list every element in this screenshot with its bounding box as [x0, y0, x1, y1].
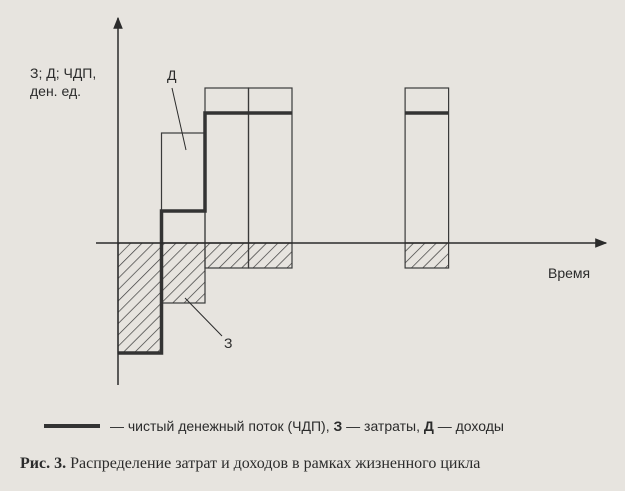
- legend-prefix: — чистый денежный поток (ЧДП),: [110, 418, 334, 434]
- costs-annotation: З: [224, 335, 233, 351]
- caption-label: Рис. 3.: [20, 455, 67, 472]
- legend: [44, 418, 504, 434]
- cost-bar-4: [249, 243, 293, 268]
- legend-text: [110, 418, 504, 434]
- bars-group: [118, 88, 449, 353]
- cost-bar-2: [162, 243, 206, 303]
- x-axis-label: Время: [548, 265, 591, 281]
- legend-income-text: — доходы: [433, 418, 504, 434]
- cost-bar-5: [405, 243, 449, 268]
- legend-key-income: Д: [423, 418, 434, 434]
- npv-line-group: [118, 113, 449, 353]
- cost-bar-1: [118, 243, 162, 353]
- cost-bar-3: [205, 243, 249, 268]
- costs-leader-line: [185, 298, 222, 336]
- income-bar-2: [162, 133, 206, 243]
- npv-legend-swatch: [44, 424, 100, 428]
- caption-text: Распределение затрат и доходов в рамках жизненного цикла: [66, 455, 481, 472]
- y-axis-label-line2: ден. ед.: [30, 83, 82, 99]
- income-leader-line: [172, 88, 186, 150]
- y-axis-label-line1: З; Д; ЧДП,: [30, 65, 97, 81]
- figure-caption: [20, 455, 480, 473]
- legend-key-costs: З: [333, 418, 343, 434]
- legend-costs-text: — затраты,: [342, 418, 424, 434]
- income-annotation: Д: [167, 67, 177, 83]
